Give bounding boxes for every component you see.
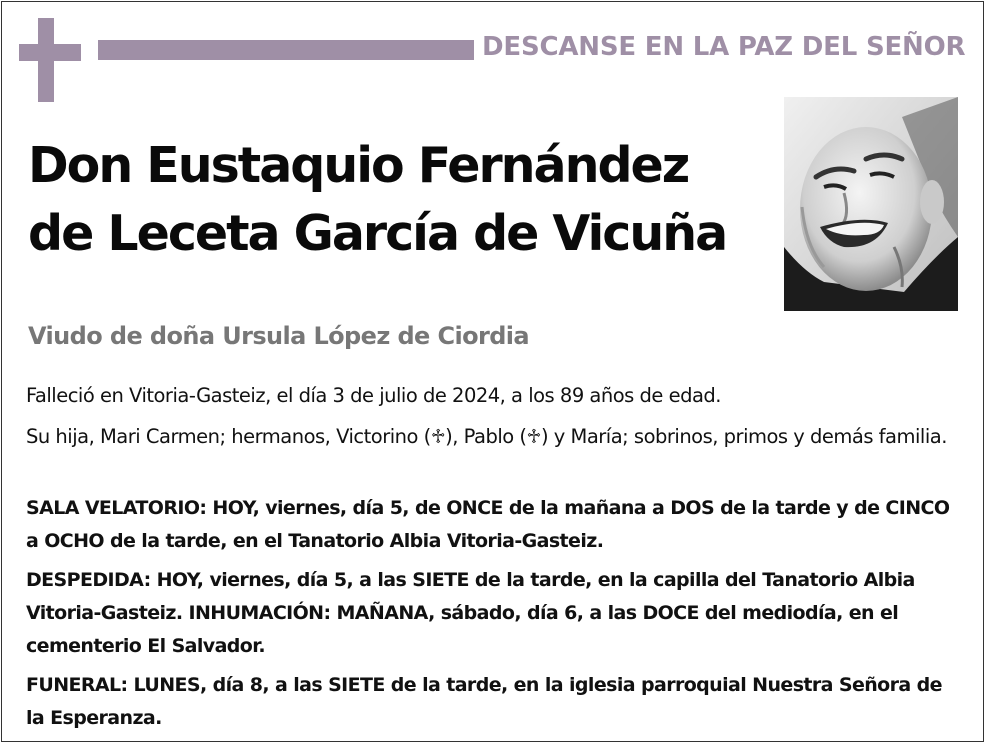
portrait-photo bbox=[784, 97, 958, 311]
wake-details: SALA VELATORIO: HOY, viernes, día 5, de ONCE de la mañana a DOS de la tarde y de CINCO a OCHO de la tarde, en el Tanatorio Albia Vitoria-Gasteiz. bbox=[26, 497, 950, 552]
header-rule bbox=[98, 40, 474, 60]
spouse-line: Viudo de doña Ursula López de Ciordia bbox=[28, 322, 530, 350]
funeral-details: FUNERAL: LUNES, día 8, a las SIETE de la tarde, en la iglesia parroquial Nuestra Señora de la Esperanza. bbox=[26, 674, 942, 729]
deceased-name-line1: Don Eustaquio Fernández bbox=[28, 137, 689, 194]
family-list: Su hija, Mari Carmen; hermanos, Victorino (♱), Pablo (♱) y María; sobrinos, primos y demás familia. bbox=[26, 425, 947, 448]
headline: DESCANSE EN LA PAZ DEL SEÑOR bbox=[482, 32, 966, 62]
deceased-name-line2: de Leceta García de Vicuña bbox=[28, 205, 727, 262]
deceased-name bbox=[28, 132, 778, 268]
farewell-details: DESPEDIDA: HOY, viernes, día 5, a las SIETE de la tarde, en la capilla del Tanatorio Albia Vitoria-Gasteiz. INHUMACIÓN: MAÑANA, sábado, día 6, a las DOCE del mediodía, en el cementerio El Salvador. bbox=[26, 569, 915, 657]
obituary-card bbox=[1, 1, 984, 742]
latin-cross-icon-arm bbox=[19, 44, 81, 61]
death-notice: Falleció en Vitoria-Gasteiz, el día 3 de julio de 2024, a los 89 años de edad. bbox=[26, 384, 721, 407]
